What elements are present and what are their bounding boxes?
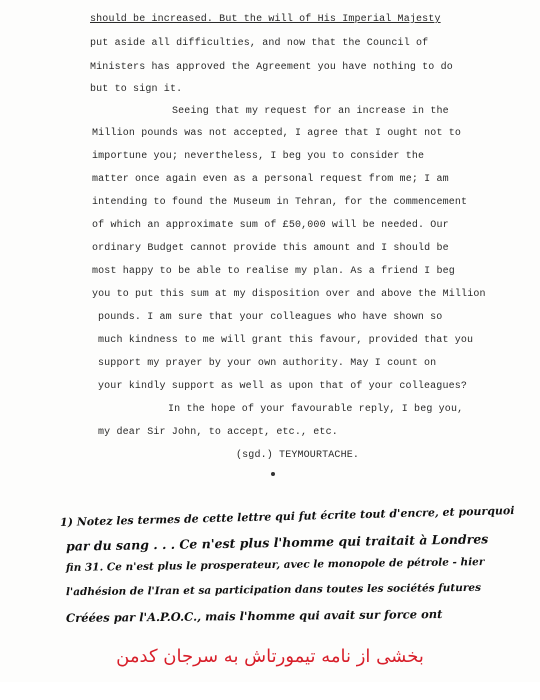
letter-line: your kindly support as well as upon that of your colleagues? [98,381,468,392]
handwritten-line: fin 31. Ce n'est plus le prosperateur, avec le monopole de pétrole - hier [65,556,485,574]
letter-signature: (sgd.) TEYMOURTACHE. [236,450,360,461]
letter-line: support my prayer by your own authority. May I count on [98,358,437,369]
letter-line: matter once again even as a personal request from me; I am [92,174,449,185]
letter-line: but to sign it. [90,84,183,95]
letter-line: much kindness to me will grant this favour, provided that you [98,335,474,346]
letter-line: ordinary Budget cannot provide this amount and I should be [92,243,449,254]
letter-line: Million pounds was not accepted, I agree that I ought not to [92,128,462,139]
letter-line: In the hope of your favourable reply, I beg you, [168,404,464,415]
letter-line: my dear Sir John, to accept, etc., etc. [98,427,338,438]
letter-line: intending to found the Museum in Tehran, for the commencement [92,197,468,208]
letter-line: importune you; nevertheless, I beg you to consider the [92,151,425,162]
letter-line: Ministers has approved the Agreement you have nothing to do [90,62,453,73]
letter-line: most happy to be able to realise my plan. As a friend I beg [92,266,455,277]
letter-line: Seeing that my request for an increase in the [172,106,449,117]
letter-line: you to put this sum at my disposition over and above the Million [92,289,486,300]
handwritten-line: par du sang . . . Ce n'est plus l'homme qui traitait à Londres [65,531,489,554]
letter-line: pounds. I am sure that your colleagues who have shown so [98,312,443,323]
ink-dot [271,472,275,476]
letter-line: should be increased. But the will of His Imperial Majesty [90,14,441,25]
letter-line: put aside all difficulties, and now that the Council of [90,38,429,49]
handwritten-line: l'adhésion de l'Iran et sa participation dans toutes les sociétés futures [65,581,482,599]
caption: بخشی از نامه تیمورتاش به سرجان کدمن [116,646,424,667]
handwritten-line: Créées par l'A.P.O.C., mais l'homme qui avait sur force ont [65,607,443,625]
handwritten-line: 1) Notez les termes de cette lettre qui fut écrite tout d'encre, et pourquoi [59,504,515,529]
letter-line: of which an approximate sum of £50,000 will be needed. Our [92,220,449,231]
